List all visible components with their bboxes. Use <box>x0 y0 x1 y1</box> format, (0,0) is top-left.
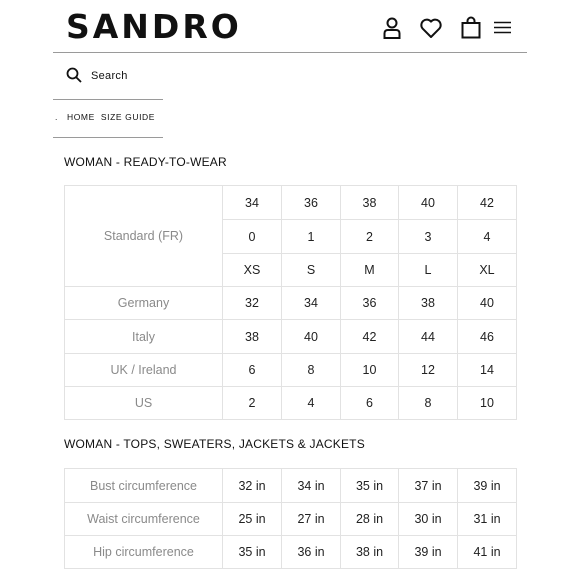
search-divider <box>53 99 163 100</box>
breadcrumb-marker: . <box>55 112 58 122</box>
table-cell: 34 <box>282 287 341 320</box>
rtw-size-table <box>64 185 517 420</box>
table-cell: 42 <box>341 320 399 354</box>
table-cell: 41 in <box>458 536 517 569</box>
search-label[interactable]: Search <box>91 70 128 82</box>
site-header <box>0 0 580 53</box>
table-cell: 40 <box>282 320 341 354</box>
wishlist-heart-icon[interactable] <box>419 16 443 40</box>
table-cell: 2 <box>341 220 399 254</box>
table-cell: 36 <box>282 186 341 220</box>
breadcrumb-divider <box>53 137 163 138</box>
table-cell: XS <box>223 254 282 287</box>
search-icon[interactable] <box>66 67 82 83</box>
shopping-bag-icon[interactable] <box>460 16 482 40</box>
table-cell: 1 <box>282 220 341 254</box>
table-cell: 28 in <box>341 503 399 536</box>
table-cell: L <box>399 254 458 287</box>
table-cell: 4 <box>282 387 341 420</box>
table-cell: 39 in <box>458 469 517 503</box>
table-row <box>65 387 517 420</box>
tops-section-title: WOMAN - TOPS, SWEATERS, JACKETS & JACKETS <box>64 437 365 451</box>
table-cell: 8 <box>399 387 458 420</box>
table-cell: 10 <box>341 354 399 387</box>
table-cell: 2 <box>223 387 282 420</box>
standard-fr-label: Standard (FR) <box>65 186 223 287</box>
table-cell: 30 in <box>399 503 458 536</box>
table-cell: 42 <box>458 186 517 220</box>
row-label: Germany <box>65 287 223 320</box>
table-cell: XL <box>458 254 517 287</box>
table-row <box>65 287 517 320</box>
table-cell: 8 <box>282 354 341 387</box>
table-cell: 44 <box>399 320 458 354</box>
table-cell: 38 in <box>341 536 399 569</box>
table-cell: 25 in <box>223 503 282 536</box>
breadcrumb <box>55 112 155 122</box>
row-label: Hip circumference <box>65 536 223 569</box>
table-row <box>65 186 517 220</box>
table-cell: 38 <box>399 287 458 320</box>
table-row <box>65 320 517 354</box>
breadcrumb-home[interactable]: HOME <box>66 112 95 122</box>
table-cell: 3 <box>399 220 458 254</box>
table-cell: 36 <box>341 287 399 320</box>
row-label: UK / Ireland <box>65 354 223 387</box>
table-row <box>65 503 517 536</box>
header-divider <box>53 52 527 53</box>
table-cell: 40 <box>399 186 458 220</box>
table-cell: 10 <box>458 387 517 420</box>
breadcrumb-current: SIZE GUIDE <box>100 112 156 122</box>
row-label: US <box>65 387 223 420</box>
tops-size-table <box>64 468 517 569</box>
table-cell: 0 <box>223 220 282 254</box>
table-cell: 39 in <box>399 536 458 569</box>
table-cell: 32 <box>223 287 282 320</box>
table-cell: 37 in <box>399 469 458 503</box>
table-cell: 35 in <box>223 536 282 569</box>
table-cell: 34 <box>223 186 282 220</box>
sandro-logo[interactable]: SANDRO <box>66 7 242 46</box>
row-label: Waist circumference <box>65 503 223 536</box>
table-cell: S <box>282 254 341 287</box>
table-row <box>65 354 517 387</box>
table-row <box>65 536 517 569</box>
table-cell: 38 <box>223 320 282 354</box>
table-cell: 6 <box>223 354 282 387</box>
table-cell: 35 in <box>341 469 399 503</box>
table-cell: 27 in <box>282 503 341 536</box>
row-label: Italy <box>65 320 223 354</box>
table-cell: 34 in <box>282 469 341 503</box>
table-cell: 6 <box>341 387 399 420</box>
table-cell: M <box>341 254 399 287</box>
table-cell: 12 <box>399 354 458 387</box>
table-cell: 14 <box>458 354 517 387</box>
table-cell: 40 <box>458 287 517 320</box>
table-row <box>65 469 517 503</box>
rtw-section-title: WOMAN - READY-TO-WEAR <box>64 155 227 169</box>
table-cell: 4 <box>458 220 517 254</box>
table-cell: 32 in <box>223 469 282 503</box>
table-cell: 46 <box>458 320 517 354</box>
hamburger-menu-icon[interactable] <box>493 16 512 40</box>
table-cell: 36 in <box>282 536 341 569</box>
table-cell: 31 in <box>458 503 517 536</box>
account-icon[interactable] <box>381 16 403 40</box>
row-label: Bust circumference <box>65 469 223 503</box>
table-cell: 38 <box>341 186 399 220</box>
